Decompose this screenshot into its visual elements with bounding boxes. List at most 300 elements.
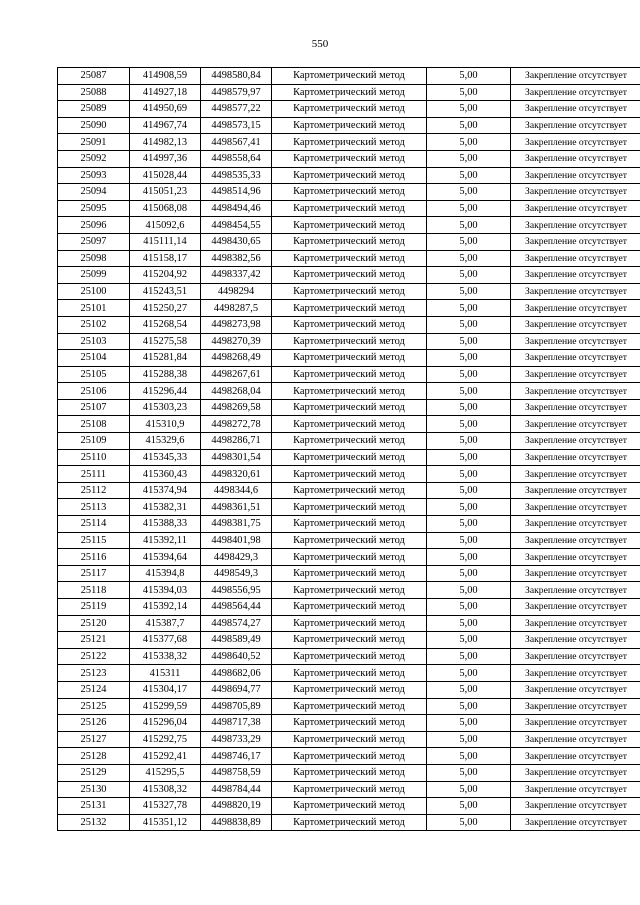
fixing-cell: Закрепление отсутствует <box>511 748 640 765</box>
method-cell: Картометрический метод <box>272 449 427 466</box>
accuracy-cell: 5,00 <box>427 715 511 732</box>
x-coordinate-cell: 415394,03 <box>130 582 201 599</box>
accuracy-cell: 5,00 <box>427 84 511 101</box>
table-row <box>58 217 640 234</box>
table-row <box>58 781 640 798</box>
y-coordinate-cell: 4498567,41 <box>201 134 272 151</box>
point-number-cell: 25129 <box>58 764 130 781</box>
accuracy-cell: 5,00 <box>427 217 511 234</box>
accuracy-cell: 5,00 <box>427 399 511 416</box>
point-number-cell: 25103 <box>58 333 130 350</box>
x-coordinate-cell: 414927,18 <box>130 84 201 101</box>
point-number-cell: 25124 <box>58 681 130 698</box>
y-coordinate-cell: 4498573,15 <box>201 117 272 134</box>
accuracy-cell: 5,00 <box>427 383 511 400</box>
point-number-cell: 25115 <box>58 532 130 549</box>
point-number-cell: 25110 <box>58 449 130 466</box>
method-cell: Картометрический метод <box>272 300 427 317</box>
accuracy-cell: 5,00 <box>427 582 511 599</box>
accuracy-cell: 5,00 <box>427 416 511 433</box>
table-row <box>58 283 640 300</box>
accuracy-cell: 5,00 <box>427 250 511 267</box>
fixing-cell: Закрепление отсутствует <box>511 516 640 533</box>
y-coordinate-cell: 4498429,3 <box>201 549 272 566</box>
fixing-cell: Закрепление отсутствует <box>511 466 640 483</box>
point-number-cell: 25087 <box>58 68 130 85</box>
accuracy-cell: 5,00 <box>427 366 511 383</box>
x-coordinate-cell: 415360,43 <box>130 466 201 483</box>
x-coordinate-cell: 415275,58 <box>130 333 201 350</box>
fixing-cell: Закрепление отсутствует <box>511 665 640 682</box>
y-coordinate-cell: 4498733,29 <box>201 731 272 748</box>
method-cell: Картометрический метод <box>272 499 427 516</box>
point-number-cell: 25118 <box>58 582 130 599</box>
accuracy-cell: 5,00 <box>427 698 511 715</box>
fixing-cell: Закрепление отсутствует <box>511 267 640 284</box>
point-number-cell: 25125 <box>58 698 130 715</box>
x-coordinate-cell: 415311 <box>130 665 201 682</box>
point-number-cell: 25098 <box>58 250 130 267</box>
point-number-cell: 25130 <box>58 781 130 798</box>
fixing-cell: Закрепление отсутствует <box>511 200 640 217</box>
table-row <box>58 300 640 317</box>
x-coordinate-cell: 415292,75 <box>130 731 201 748</box>
coordinates-table <box>57 67 640 831</box>
fixing-cell: Закрепление отсутствует <box>511 184 640 201</box>
x-coordinate-cell: 415295,5 <box>130 764 201 781</box>
x-coordinate-cell: 414982,13 <box>130 134 201 151</box>
fixing-cell: Закрепление отсутствует <box>511 167 640 184</box>
method-cell: Картометрический метод <box>272 681 427 698</box>
x-coordinate-cell: 415068,08 <box>130 200 201 217</box>
y-coordinate-cell: 4498381,75 <box>201 516 272 533</box>
page-number: 550 <box>311 38 329 50</box>
accuracy-cell: 5,00 <box>427 764 511 781</box>
accuracy-cell: 5,00 <box>427 549 511 566</box>
x-coordinate-cell: 415329,6 <box>130 433 201 450</box>
x-coordinate-cell: 415387,7 <box>130 615 201 632</box>
table-body <box>58 68 640 831</box>
accuracy-cell: 5,00 <box>427 134 511 151</box>
point-number-cell: 25126 <box>58 715 130 732</box>
y-coordinate-cell: 4498746,17 <box>201 748 272 765</box>
point-number-cell: 25102 <box>58 316 130 333</box>
method-cell: Картометрический метод <box>272 516 427 533</box>
method-cell: Картометрический метод <box>272 250 427 267</box>
table-row <box>58 532 640 549</box>
method-cell: Картометрический метод <box>272 748 427 765</box>
table-row <box>58 582 640 599</box>
point-number-cell: 25109 <box>58 433 130 450</box>
point-number-cell: 25100 <box>58 283 130 300</box>
fixing-cell: Закрепление отсутствует <box>511 681 640 698</box>
method-cell: Картометрический метод <box>272 366 427 383</box>
table-row <box>58 416 640 433</box>
accuracy-cell: 5,00 <box>427 449 511 466</box>
table-row <box>58 549 640 566</box>
point-number-cell: 25119 <box>58 599 130 616</box>
accuracy-cell: 5,00 <box>427 68 511 85</box>
x-coordinate-cell: 415304,17 <box>130 681 201 698</box>
method-cell: Картометрический метод <box>272 549 427 566</box>
method-cell: Картометрический метод <box>272 84 427 101</box>
method-cell: Картометрический метод <box>272 764 427 781</box>
fixing-cell: Закрепление отсутствует <box>511 399 640 416</box>
y-coordinate-cell: 4498269,58 <box>201 399 272 416</box>
y-coordinate-cell: 4498705,89 <box>201 698 272 715</box>
x-coordinate-cell: 415394,64 <box>130 549 201 566</box>
fixing-cell: Закрепление отсутствует <box>511 532 640 549</box>
table-row <box>58 665 640 682</box>
point-number-cell: 25092 <box>58 150 130 167</box>
x-coordinate-cell: 414908,59 <box>130 68 201 85</box>
point-number-cell: 25090 <box>58 117 130 134</box>
point-number-cell: 25112 <box>58 482 130 499</box>
fixing-cell: Закрепление отсутствует <box>511 798 640 815</box>
y-coordinate-cell: 4498268,04 <box>201 383 272 400</box>
y-coordinate-cell: 4498784,44 <box>201 781 272 798</box>
table-row <box>58 698 640 715</box>
x-coordinate-cell: 415288,38 <box>130 366 201 383</box>
point-number-cell: 25088 <box>58 84 130 101</box>
accuracy-cell: 5,00 <box>427 665 511 682</box>
method-cell: Картометрический метод <box>272 715 427 732</box>
accuracy-cell: 5,00 <box>427 200 511 217</box>
point-number-cell: 25111 <box>58 466 130 483</box>
method-cell: Картометрический метод <box>272 599 427 616</box>
fixing-cell: Закрепление отсутствует <box>511 350 640 367</box>
fixing-cell: Закрепление отсутствует <box>511 117 640 134</box>
x-coordinate-cell: 415051,23 <box>130 184 201 201</box>
point-number-cell: 25131 <box>58 798 130 815</box>
table-row <box>58 731 640 748</box>
method-cell: Картометрический метод <box>272 150 427 167</box>
point-number-cell: 25122 <box>58 648 130 665</box>
fixing-cell: Закрепление отсутствует <box>511 316 640 333</box>
method-cell: Картометрический метод <box>272 233 427 250</box>
x-coordinate-cell: 415296,44 <box>130 383 201 400</box>
y-coordinate-cell: 4498717,38 <box>201 715 272 732</box>
table-row <box>58 150 640 167</box>
y-coordinate-cell: 4498556,95 <box>201 582 272 599</box>
y-coordinate-cell: 4498640,52 <box>201 648 272 665</box>
accuracy-cell: 5,00 <box>427 814 511 831</box>
y-coordinate-cell: 4498273,98 <box>201 316 272 333</box>
fixing-cell: Закрепление отсутствует <box>511 764 640 781</box>
fixing-cell: Закрепление отсутствует <box>511 134 640 151</box>
method-cell: Картометрический метод <box>272 399 427 416</box>
table-row <box>58 117 640 134</box>
table-row <box>58 68 640 85</box>
method-cell: Картометрический метод <box>272 416 427 433</box>
y-coordinate-cell: 4498294 <box>201 283 272 300</box>
fixing-cell: Закрепление отсутствует <box>511 632 640 649</box>
table-row <box>58 814 640 831</box>
y-coordinate-cell: 4498301,54 <box>201 449 272 466</box>
method-cell: Картометрический метод <box>272 798 427 815</box>
table-row <box>58 333 640 350</box>
point-number-cell: 25123 <box>58 665 130 682</box>
accuracy-cell: 5,00 <box>427 681 511 698</box>
x-coordinate-cell: 414997,36 <box>130 150 201 167</box>
point-number-cell: 25096 <box>58 217 130 234</box>
fixing-cell: Закрепление отсутствует <box>511 781 640 798</box>
accuracy-cell: 5,00 <box>427 516 511 533</box>
method-cell: Картометрический метод <box>272 267 427 284</box>
table-row <box>58 715 640 732</box>
method-cell: Картометрический метод <box>272 350 427 367</box>
table-row <box>58 316 640 333</box>
x-coordinate-cell: 415394,8 <box>130 565 201 582</box>
x-coordinate-cell: 415377,68 <box>130 632 201 649</box>
accuracy-cell: 5,00 <box>427 117 511 134</box>
method-cell: Картометрический метод <box>272 433 427 450</box>
y-coordinate-cell: 4498758,59 <box>201 764 272 781</box>
accuracy-cell: 5,00 <box>427 167 511 184</box>
fixing-cell: Закрепление отсутствует <box>511 715 640 732</box>
y-coordinate-cell: 4498454,55 <box>201 217 272 234</box>
y-coordinate-cell: 4498535,33 <box>201 167 272 184</box>
table-row <box>58 383 640 400</box>
fixing-cell: Закрепление отсутствует <box>511 499 640 516</box>
y-coordinate-cell: 4498287,5 <box>201 300 272 317</box>
table-row <box>58 748 640 765</box>
fixing-cell: Закрепление отсутствует <box>511 814 640 831</box>
y-coordinate-cell: 4498494,46 <box>201 200 272 217</box>
table-row <box>58 516 640 533</box>
y-coordinate-cell: 4498564,44 <box>201 599 272 616</box>
fixing-cell: Закрепление отсутствует <box>511 582 640 599</box>
table-row <box>58 167 640 184</box>
point-number-cell: 25097 <box>58 233 130 250</box>
y-coordinate-cell: 4498267,61 <box>201 366 272 383</box>
y-coordinate-cell: 4498344,6 <box>201 482 272 499</box>
method-cell: Картометрический метод <box>272 101 427 118</box>
accuracy-cell: 5,00 <box>427 150 511 167</box>
y-coordinate-cell: 4498320,61 <box>201 466 272 483</box>
method-cell: Картометрический метод <box>272 565 427 582</box>
fixing-cell: Закрепление отсутствует <box>511 615 640 632</box>
point-number-cell: 25093 <box>58 167 130 184</box>
table-row <box>58 798 640 815</box>
y-coordinate-cell: 4498574,27 <box>201 615 272 632</box>
x-coordinate-cell: 415281,84 <box>130 350 201 367</box>
fixing-cell: Закрепление отсутствует <box>511 698 640 715</box>
method-cell: Картометрический метод <box>272 117 427 134</box>
table-row <box>58 134 640 151</box>
table-row <box>58 565 640 582</box>
fixing-cell: Закрепление отсутствует <box>511 416 640 433</box>
method-cell: Картометрический метод <box>272 632 427 649</box>
y-coordinate-cell: 4498838,89 <box>201 814 272 831</box>
x-coordinate-cell: 415092,6 <box>130 217 201 234</box>
accuracy-cell: 5,00 <box>427 350 511 367</box>
table-row <box>58 681 640 698</box>
accuracy-cell: 5,00 <box>427 184 511 201</box>
point-number-cell: 25114 <box>58 516 130 533</box>
x-coordinate-cell: 415204,92 <box>130 267 201 284</box>
y-coordinate-cell: 4498589,49 <box>201 632 272 649</box>
y-coordinate-cell: 4498577,22 <box>201 101 272 118</box>
y-coordinate-cell: 4498286,71 <box>201 433 272 450</box>
table-row <box>58 350 640 367</box>
method-cell: Картометрический метод <box>272 383 427 400</box>
point-number-cell: 25101 <box>58 300 130 317</box>
accuracy-cell: 5,00 <box>427 565 511 582</box>
table-row <box>58 482 640 499</box>
method-cell: Картометрический метод <box>272 532 427 549</box>
y-coordinate-cell: 4498268,49 <box>201 350 272 367</box>
fixing-cell: Закрепление отсутствует <box>511 549 640 566</box>
table-row <box>58 200 640 217</box>
fixing-cell: Закрепление отсутствует <box>511 482 640 499</box>
point-number-cell: 25099 <box>58 267 130 284</box>
table-row <box>58 399 640 416</box>
fixing-cell: Закрепление отсутствует <box>511 150 640 167</box>
x-coordinate-cell: 415308,32 <box>130 781 201 798</box>
method-cell: Картометрический метод <box>272 698 427 715</box>
point-number-cell: 25127 <box>58 731 130 748</box>
method-cell: Картометрический метод <box>272 648 427 665</box>
fixing-cell: Закрепление отсутствует <box>511 333 640 350</box>
x-coordinate-cell: 415351,12 <box>130 814 201 831</box>
table-row <box>58 615 640 632</box>
point-number-cell: 25094 <box>58 184 130 201</box>
y-coordinate-cell: 4498682,06 <box>201 665 272 682</box>
x-coordinate-cell: 414950,69 <box>130 101 201 118</box>
fixing-cell: Закрепление отсутствует <box>511 217 640 234</box>
method-cell: Картометрический метод <box>272 283 427 300</box>
method-cell: Картометрический метод <box>272 134 427 151</box>
table-row <box>58 499 640 516</box>
fixing-cell: Закрепление отсутствует <box>511 233 640 250</box>
y-coordinate-cell: 4498820,19 <box>201 798 272 815</box>
y-coordinate-cell: 4498361,51 <box>201 499 272 516</box>
accuracy-cell: 5,00 <box>427 101 511 118</box>
method-cell: Картометрический метод <box>272 200 427 217</box>
accuracy-cell: 5,00 <box>427 233 511 250</box>
y-coordinate-cell: 4498272,78 <box>201 416 272 433</box>
x-coordinate-cell: 415338,32 <box>130 648 201 665</box>
y-coordinate-cell: 4498382,56 <box>201 250 272 267</box>
method-cell: Картометрический метод <box>272 781 427 798</box>
y-coordinate-cell: 4498430,65 <box>201 233 272 250</box>
fixing-cell: Закрепление отсутствует <box>511 84 640 101</box>
fixing-cell: Закрепление отсутствует <box>511 366 640 383</box>
x-coordinate-cell: 415250,27 <box>130 300 201 317</box>
method-cell: Картометрический метод <box>272 665 427 682</box>
fixing-cell: Закрепление отсутствует <box>511 648 640 665</box>
y-coordinate-cell: 4498270,39 <box>201 333 272 350</box>
y-coordinate-cell: 4498549,3 <box>201 565 272 582</box>
accuracy-cell: 5,00 <box>427 433 511 450</box>
method-cell: Картометрический метод <box>272 731 427 748</box>
method-cell: Картометрический метод <box>272 615 427 632</box>
fixing-cell: Закрепление отсутствует <box>511 565 640 582</box>
table-row <box>58 433 640 450</box>
y-coordinate-cell: 4498337,42 <box>201 267 272 284</box>
x-coordinate-cell: 415392,14 <box>130 599 201 616</box>
x-coordinate-cell: 415158,17 <box>130 250 201 267</box>
accuracy-cell: 5,00 <box>427 599 511 616</box>
table-row <box>58 250 640 267</box>
point-number-cell: 25121 <box>58 632 130 649</box>
fixing-cell: Закрепление отсутствует <box>511 250 640 267</box>
table-row <box>58 632 640 649</box>
accuracy-cell: 5,00 <box>427 466 511 483</box>
x-coordinate-cell: 415327,78 <box>130 798 201 815</box>
accuracy-cell: 5,00 <box>427 781 511 798</box>
method-cell: Картометрический метод <box>272 184 427 201</box>
point-number-cell: 25120 <box>58 615 130 632</box>
accuracy-cell: 5,00 <box>427 532 511 549</box>
x-coordinate-cell: 415268,54 <box>130 316 201 333</box>
x-coordinate-cell: 415310,9 <box>130 416 201 433</box>
x-coordinate-cell: 415303,23 <box>130 399 201 416</box>
point-number-cell: 25132 <box>58 814 130 831</box>
accuracy-cell: 5,00 <box>427 632 511 649</box>
point-number-cell: 25116 <box>58 549 130 566</box>
point-number-cell: 25105 <box>58 366 130 383</box>
accuracy-cell: 5,00 <box>427 648 511 665</box>
method-cell: Картометрический метод <box>272 316 427 333</box>
accuracy-cell: 5,00 <box>427 316 511 333</box>
method-cell: Картометрический метод <box>272 482 427 499</box>
y-coordinate-cell: 4498558,64 <box>201 150 272 167</box>
fixing-cell: Закрепление отсутствует <box>511 300 640 317</box>
method-cell: Картометрический метод <box>272 167 427 184</box>
x-coordinate-cell: 414967,74 <box>130 117 201 134</box>
x-coordinate-cell: 415111,14 <box>130 233 201 250</box>
table-row <box>58 101 640 118</box>
y-coordinate-cell: 4498694,77 <box>201 681 272 698</box>
y-coordinate-cell: 4498401,98 <box>201 532 272 549</box>
y-coordinate-cell: 4498579,97 <box>201 84 272 101</box>
x-coordinate-cell: 415243,51 <box>130 283 201 300</box>
accuracy-cell: 5,00 <box>427 499 511 516</box>
point-number-cell: 25091 <box>58 134 130 151</box>
x-coordinate-cell: 415028,44 <box>130 167 201 184</box>
method-cell: Картометрический метод <box>272 68 427 85</box>
y-coordinate-cell: 4498580,84 <box>201 68 272 85</box>
table-row <box>58 366 640 383</box>
fixing-cell: Закрепление отсутствует <box>511 283 640 300</box>
accuracy-cell: 5,00 <box>427 748 511 765</box>
method-cell: Картометрический метод <box>272 333 427 350</box>
accuracy-cell: 5,00 <box>427 798 511 815</box>
fixing-cell: Закрепление отсутствует <box>511 101 640 118</box>
point-number-cell: 25107 <box>58 399 130 416</box>
accuracy-cell: 5,00 <box>427 482 511 499</box>
point-number-cell: 25104 <box>58 350 130 367</box>
method-cell: Картометрический метод <box>272 814 427 831</box>
x-coordinate-cell: 415292,41 <box>130 748 201 765</box>
accuracy-cell: 5,00 <box>427 283 511 300</box>
accuracy-cell: 5,00 <box>427 300 511 317</box>
x-coordinate-cell: 415388,33 <box>130 516 201 533</box>
accuracy-cell: 5,00 <box>427 333 511 350</box>
table-row <box>58 233 640 250</box>
table-row <box>58 764 640 781</box>
accuracy-cell: 5,00 <box>427 615 511 632</box>
method-cell: Картометрический метод <box>272 582 427 599</box>
y-coordinate-cell: 4498514,96 <box>201 184 272 201</box>
table-row <box>58 267 640 284</box>
table-row <box>58 84 640 101</box>
x-coordinate-cell: 415296,04 <box>130 715 201 732</box>
x-coordinate-cell: 415392,11 <box>130 532 201 549</box>
method-cell: Картометрический метод <box>272 466 427 483</box>
